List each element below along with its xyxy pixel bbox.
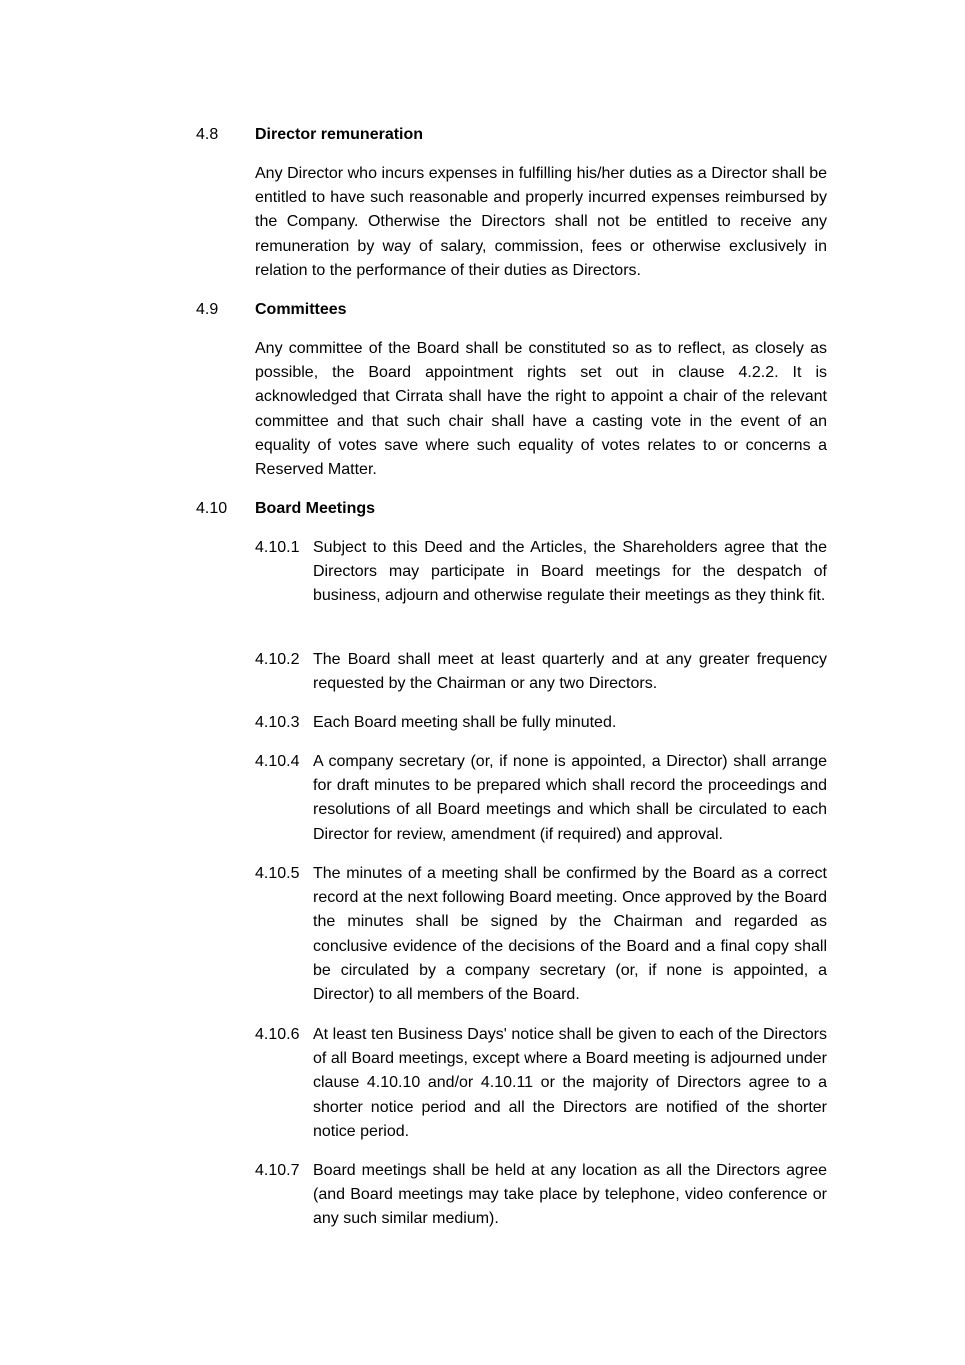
subclause-4-10-5 [255,862,827,1007]
subclause-number: 4.10.1 [255,539,300,556]
subclause-number: 4.10.6 [255,1026,300,1043]
subclause-number: 4.10.7 [255,1162,300,1179]
subclause-number: 4.10.4 [255,753,300,770]
clause-heading-4-9 [196,298,836,322]
subclause-text: A company secretary (or, if none is appointed, a Director) shall arrange for draft minutes to be prepared which shall record the proceedings and resolutions of all Board meetings and which shall be circulated to each Director for review, amendment (if required) and approval. [313,753,827,843]
subclause-number: 4.10.5 [255,865,300,882]
clause-title: Board Meetings [255,500,376,517]
clause-title: Director remuneration [255,126,424,143]
subclause-text: The Board shall meet at least quarterly and at any greater frequency requested by the Chairman or any two Directors. [313,651,827,693]
subclause-text: At least ten Business Days' notice shall be given to each of the Directors of all Board meetings, except where a Board meeting is adjourned under clause 4.10.10 and/or 4.10.11 or the majority of Directors agree to a shorter notice period and all the Directors are notified of the shorter notice period. [313,1026,827,1140]
subclause-text: Subject to this Deed and the Articles, the Shareholders agree that the Directors may participate in Board meetings for the despatch of business, adjourn and otherwise regulate their meetings as they think fit. [313,539,827,605]
clause-body-4-9: Any committee of the Board shall be constituted so as to reflect, as closely as possible, the Board appointment rights set out in clause 4.2.2. It is acknowledged that Cirrata shall have the right to appoint a chair of the relevant committee and that such chair shall have a casting vote in the event of an equality of votes save where such equality of votes relates to or concerns a Reserved Matter. [255,340,827,479]
subclause-4-10-6 [255,1023,827,1144]
clause-heading-4-8 [196,123,836,147]
subclause-text: The minutes of a meeting shall be confirmed by the Board as a correct record at the next following Board meeting. Once approved by the Board the minutes shall be signed by the Chairman and regarded as conclusive evidence of the decisions of the Board and a final copy shall be circulated by a company secretary (or, if none is appointed, a Director) to all members of the Board. [313,865,827,1004]
subclause-4-10-4 [255,750,827,847]
subclause-number: 4.10.3 [255,714,300,731]
clause-number: 4.9 [196,301,219,318]
subclause-number: 4.10.2 [255,651,300,668]
clause-title: Committees [255,301,347,318]
subclause-text: Each Board meeting shall be fully minuted. [313,714,617,731]
subclause-4-10-1 [255,536,827,609]
subclause-4-10-3 [255,711,827,735]
clause-number: 4.8 [196,126,219,143]
clause-number: 4.10 [196,500,228,517]
subclause-text: Board meetings shall be held at any location as all the Directors agree (and Board meetings may take place by telephone, video conference or any such similar medium). [313,1162,827,1228]
subclause-4-10-2 [255,648,827,696]
subclause-4-10-7 [255,1159,827,1232]
clause-body-4-8: Any Director who incurs expenses in fulfilling his/her duties as a Director shall be entitled to have such reasonable and properly incurred expenses reimbursed by the Company. Otherwise the Directors shall not be entitled to receive any remuneration by way of salary, commission, fees or otherwise exclusively in relation to the performance of their duties as Directors. [255,165,827,279]
clause-heading-4-10 [196,497,836,521]
